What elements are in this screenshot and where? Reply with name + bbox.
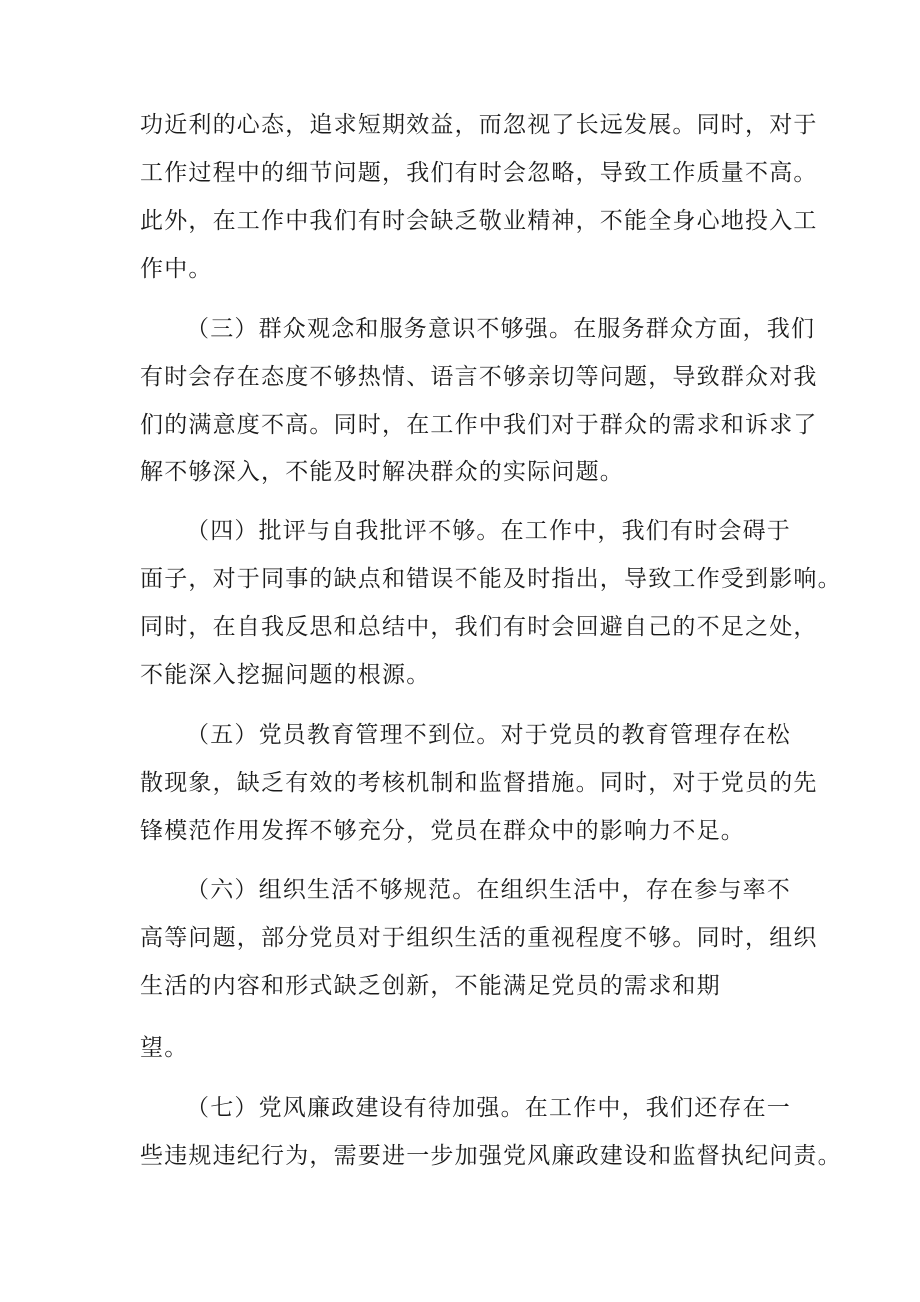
paragraph-line: 望。	[140, 1035, 189, 1061]
paragraph-line: 些违规违纪行为，需要进一步加强党风廉政建设和监督执纪问责。	[140, 1143, 842, 1169]
paragraph-line: 有时会存在态度不够热情、语言不够亲切等问题，导致群众对我	[140, 364, 818, 390]
section-heading-line: （六）组织生活不够规范。在组织生活中，存在参与率不	[186, 877, 791, 903]
paragraph-line: 同时，在自我反思和总结中，我们有时会回避自己的不足之处，	[140, 614, 818, 640]
paragraph-line: 功近利的心态，追求短期效益，而忽视了长远发展。同时，对于	[140, 112, 818, 138]
paragraph-line: 此外，在工作中我们有时会缺乏敬业精神，不能全身心地投入工	[140, 208, 818, 234]
paragraph-line: 作中。	[140, 256, 213, 282]
section-heading-line: （七）党风廉政建设有待加强。在工作中，我们还存在一	[186, 1095, 791, 1121]
paragraph-line: 工作过程中的细节问题，我们有时会忽略，导致工作质量不高。	[140, 160, 818, 186]
paragraph-line: 们的满意度不高。同时，在工作中我们对于群众的需求和诉求了	[140, 412, 818, 438]
section-heading-line: （五）党员教育管理不到位。对于党员的教育管理存在松	[186, 722, 791, 748]
paragraph-line: 解不够深入，不能及时解决群众的实际问题。	[140, 459, 624, 485]
paragraph-line: 锋模范作用发挥不够充分，党员在群众中的影响力不足。	[140, 818, 745, 844]
paragraph-line: 高等问题，部分党员对于组织生活的重视程度不够。同时，组织	[140, 925, 818, 951]
paragraph-line: 生活的内容和形式缺乏创新，不能满足党员的需求和期	[140, 973, 721, 999]
paragraph-line: 不能深入挖掘问题的根源。	[140, 662, 431, 688]
section-heading-line: （三）群众观念和服务意识不够强。在服务群众方面，我们	[186, 316, 816, 342]
section-heading-line: （四）批评与自我批评不够。在工作中，我们有时会碍于	[186, 518, 791, 544]
paragraph-line: 面子，对于同事的缺点和错误不能及时指出，导致工作受到影响。	[140, 566, 842, 592]
paragraph-line: 散现象，缺乏有效的考核机制和监督措施。同时，对于党员的先	[140, 770, 818, 796]
